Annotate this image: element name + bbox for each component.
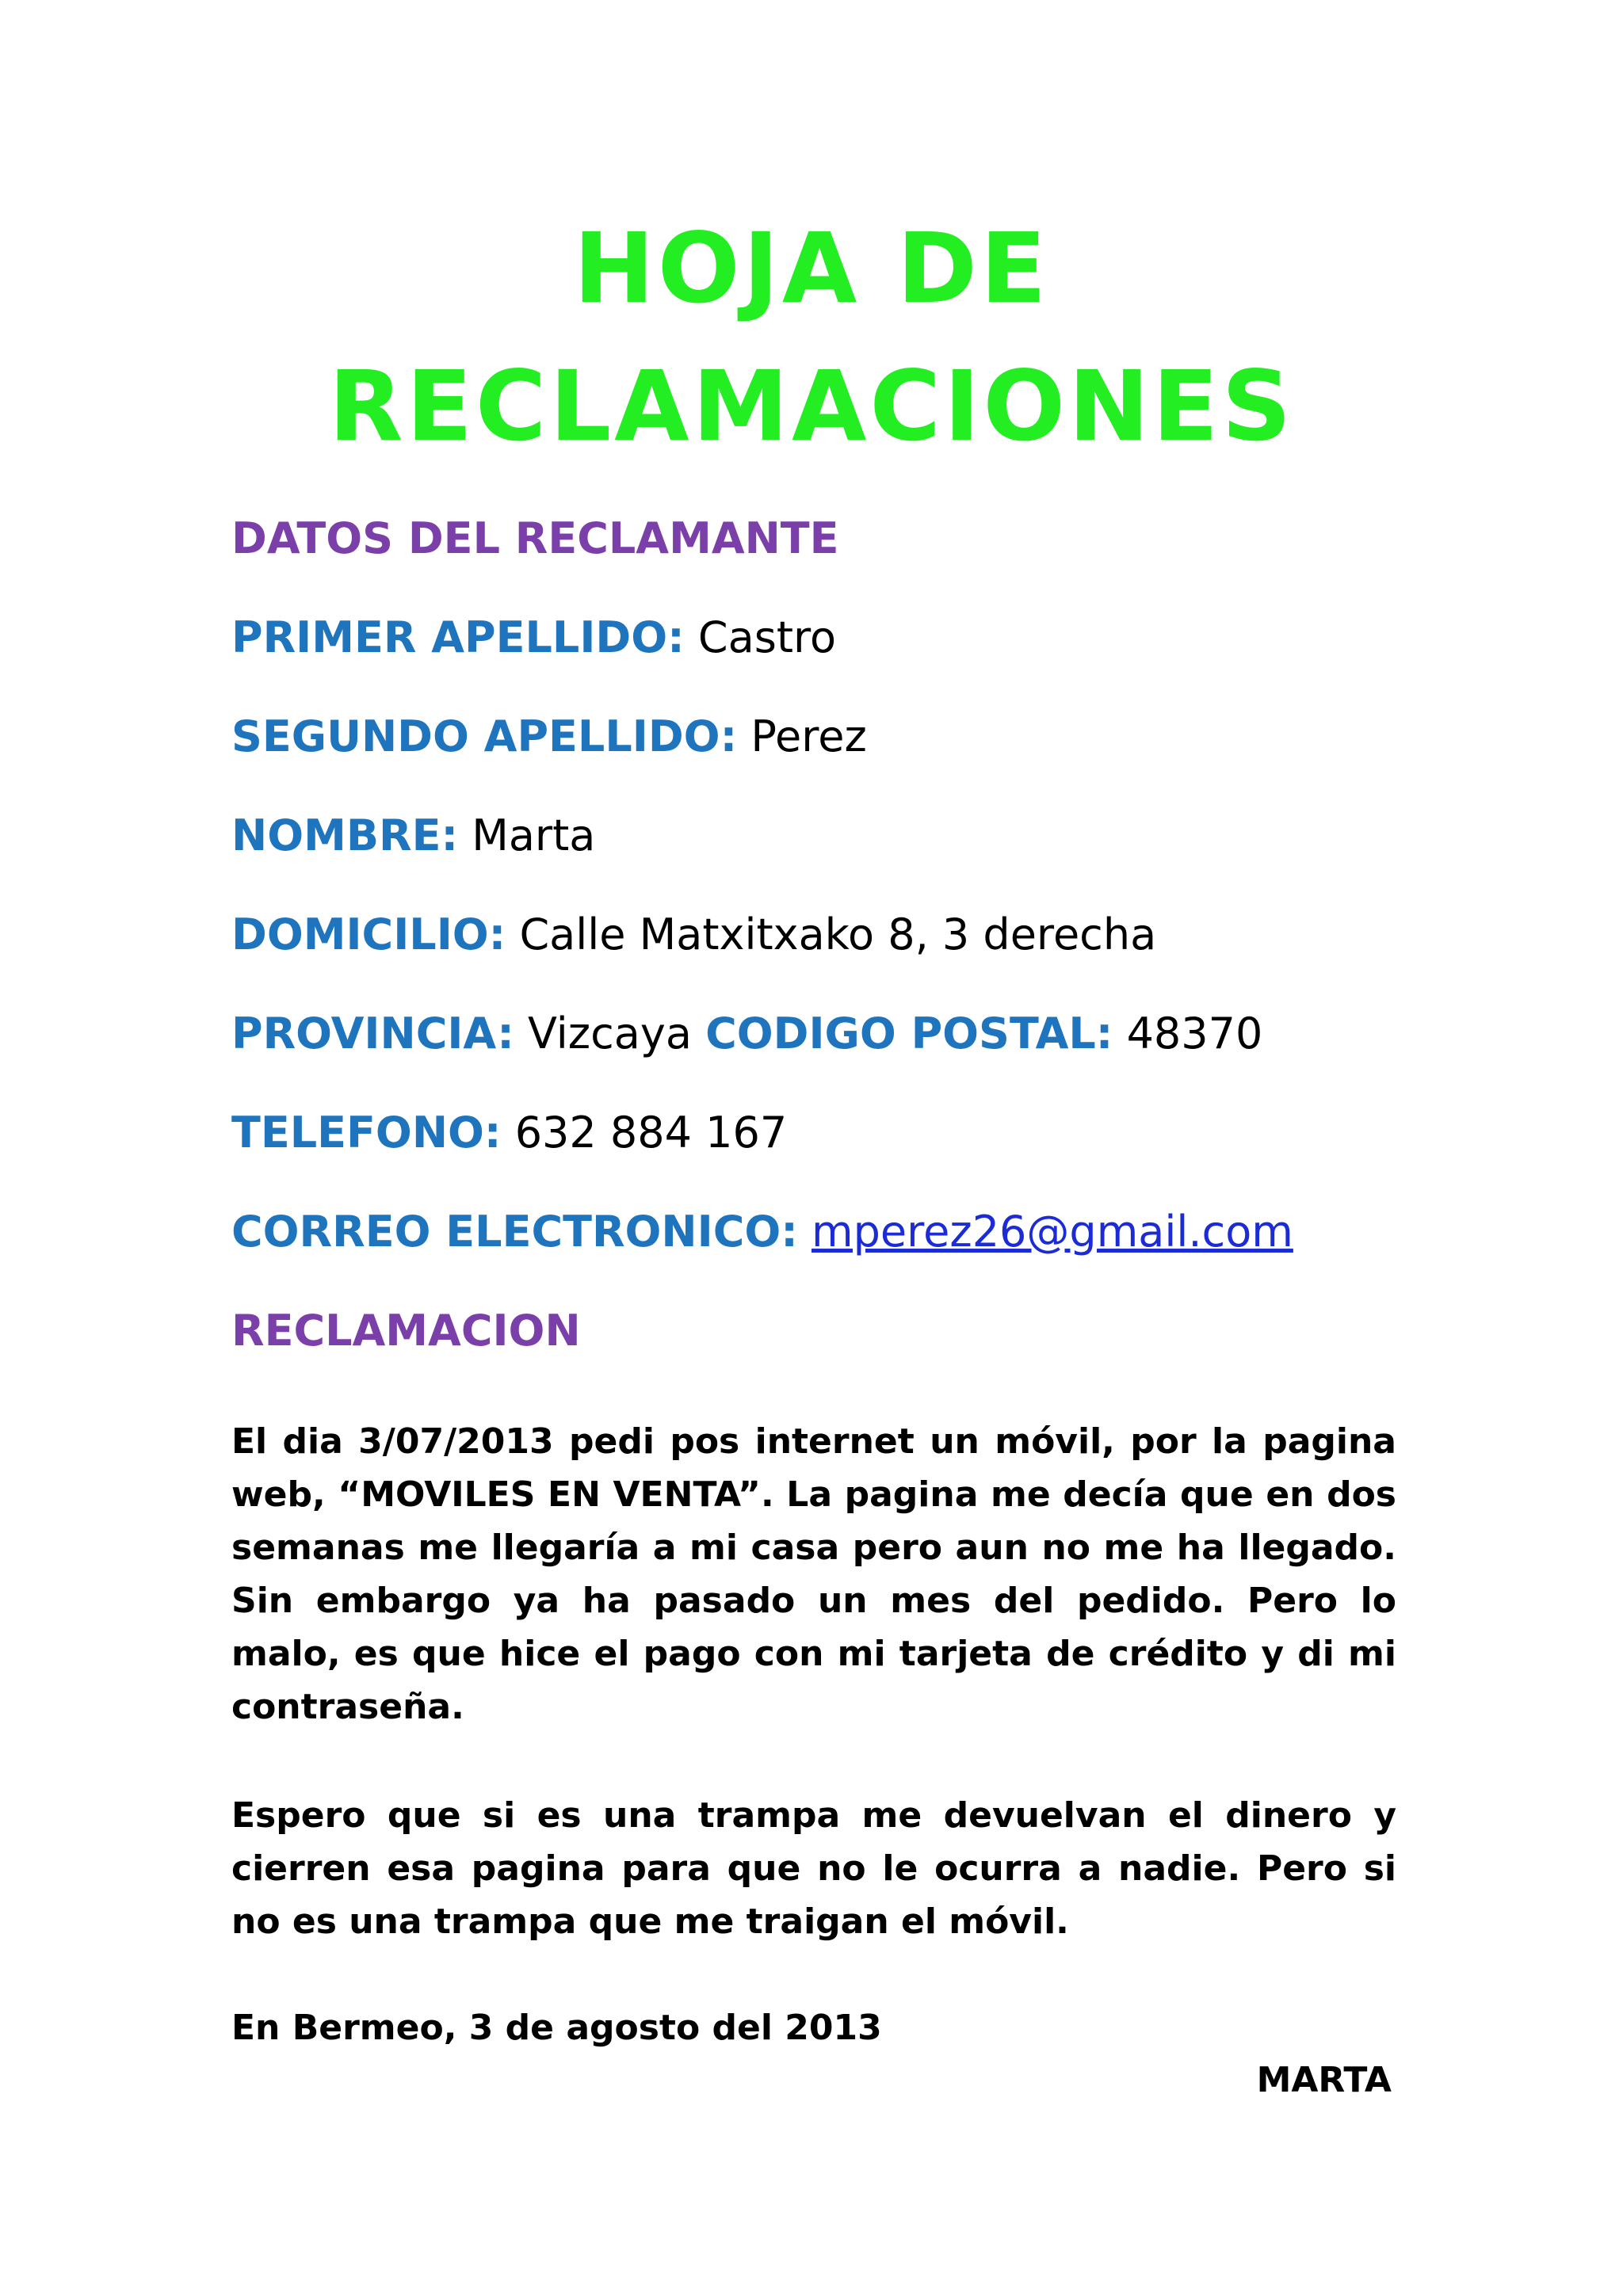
field-email [231, 1207, 1293, 1257]
postal-code-label: CODIGO POSTAL: [705, 1009, 1113, 1058]
second-surname-value: Perez [750, 711, 867, 761]
first-surname-value: Castro [697, 612, 837, 662]
email-label: CORREO ELECTRONICO: [231, 1207, 798, 1257]
phone-label: TELEFONO: [231, 1108, 502, 1158]
page-title-line-2: RECLAMACIONES [328, 350, 1295, 463]
address-label: DOMICILIO: [231, 910, 506, 959]
email-link[interactable]: mperez26@gmail.com [812, 1207, 1293, 1257]
second-surname-label: SEGUNDO APELLIDO: [231, 711, 738, 761]
field-province-postal [231, 1009, 1263, 1058]
signature-name: MARTA [1256, 2060, 1392, 2100]
place-date: En Bermeo, 3 de agosto del 2013 [231, 2008, 882, 2048]
complaint-paragraph-2: Espero que si es una trampa me devuelvan el dinero y cierren esa pagina para que no le ocurra a nadie. Pero si no es una trampa que me traigan el móvil. [231, 1795, 1396, 1942]
first-surname-label: PRIMER APELLIDO: [231, 612, 685, 662]
field-first-surname [231, 612, 837, 662]
section-title-complaint: RECLAMACION [231, 1306, 581, 1356]
phone-value: 632 884 167 [514, 1108, 788, 1158]
field-address [231, 910, 1157, 959]
field-phone [231, 1108, 788, 1158]
section-title-claimant: DATOS DEL RECLAMANTE [231, 513, 839, 563]
complaint-paragraph-1: El dia 3/07/2013 pedi pos internet un móvil, por la pagina web, “MOVILES EN VENTA”. La pagina me decía que en dos semanas me llegaría a mi casa pero aun no me ha llegado. Sin embargo ya ha pasado un mes del pedido. Pero lo malo, es que hice el pago con mi tarjeta de crédito y di mi contraseña. [231, 1421, 1396, 1727]
name-value: Marta [472, 810, 596, 860]
field-second-surname [231, 711, 867, 761]
province-value: Vizcaya [527, 1009, 692, 1058]
field-name [231, 810, 596, 860]
name-label: NOMBRE: [231, 810, 459, 860]
postal-code-value: 48370 [1126, 1009, 1263, 1058]
page-title-line-1: HOJA DE [573, 212, 1050, 325]
address-value: Calle Matxitxako 8, 3 derecha [519, 910, 1157, 959]
province-label: PROVINCIA: [231, 1009, 514, 1058]
